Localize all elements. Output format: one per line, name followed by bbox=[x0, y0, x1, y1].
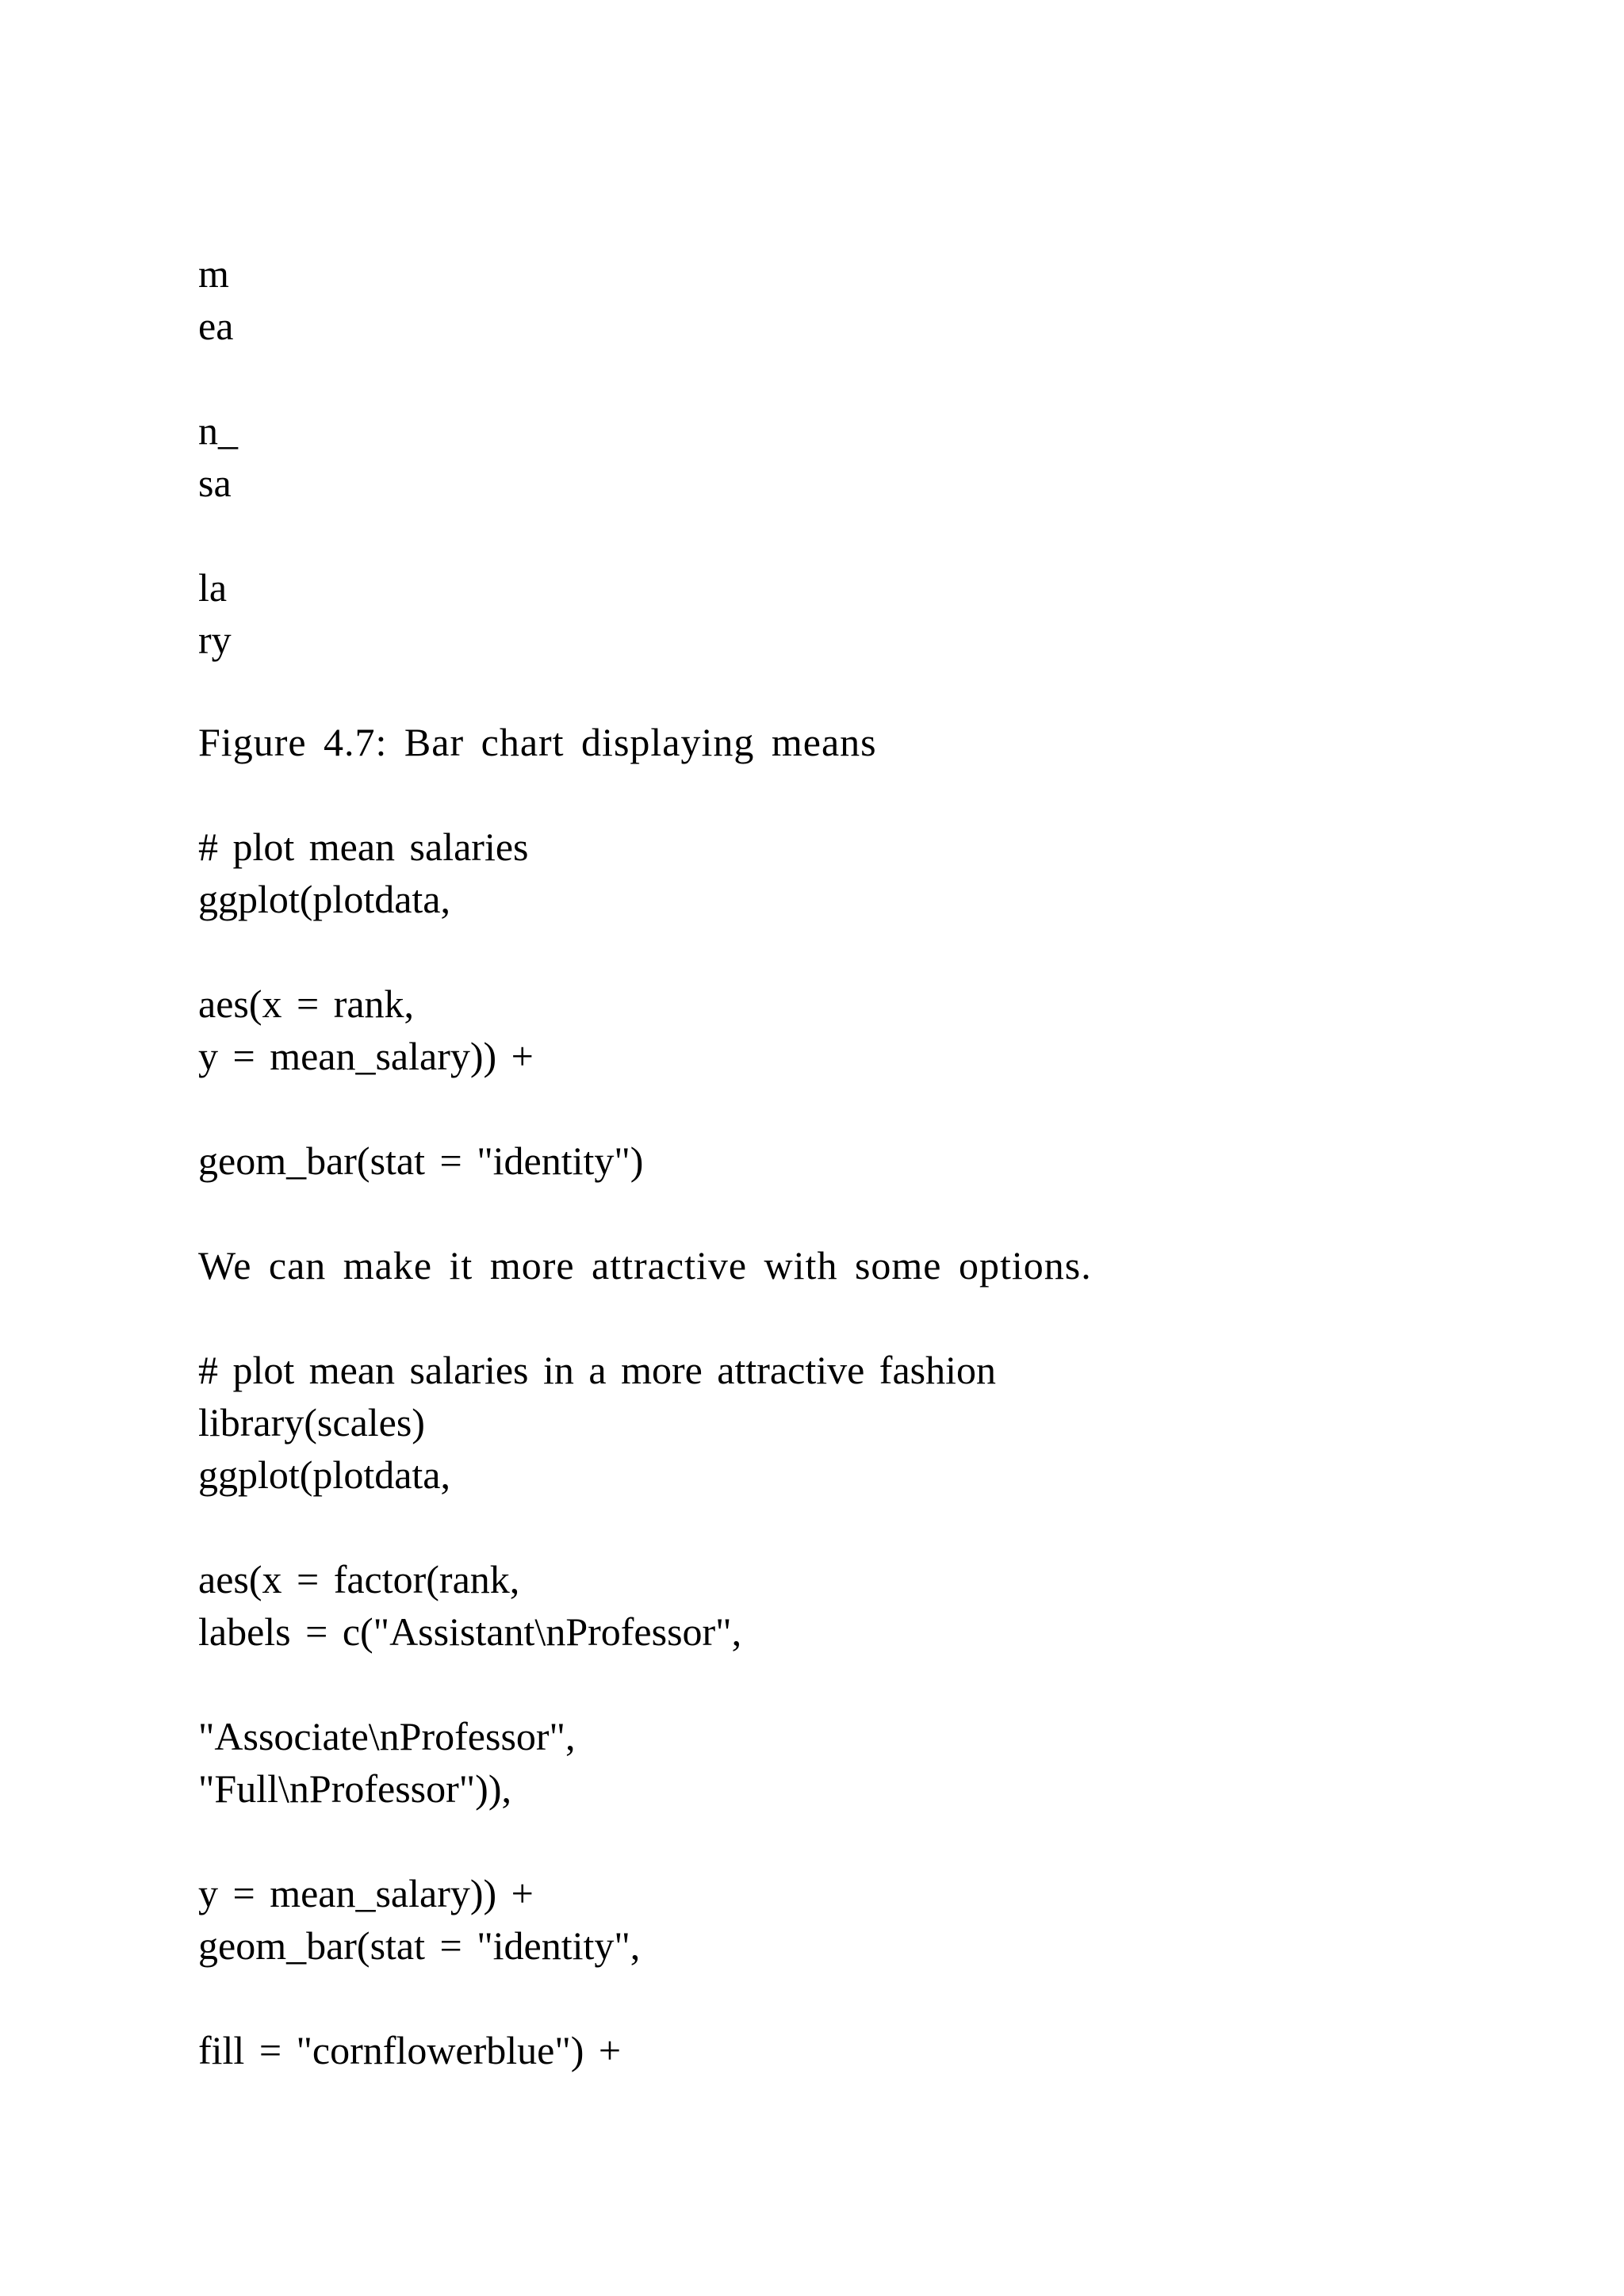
axis-label-fragment: ea bbox=[198, 304, 234, 348]
code-line: y = mean_salary)) + bbox=[198, 1871, 534, 1915]
code-line: aes(x = factor(rank, bbox=[198, 1557, 520, 1601]
code-line: aes(x = rank, bbox=[198, 982, 415, 1026]
code-line: y = mean_salary)) + bbox=[198, 1034, 534, 1078]
code-line: ggplot(plotdata, bbox=[198, 877, 450, 921]
code-line: fill = "cornflowerblue") + bbox=[198, 2028, 622, 2072]
code-line: geom_bar(stat = "identity", bbox=[198, 1923, 641, 1968]
code-line: "Associate\nProfessor", bbox=[198, 1714, 576, 1758]
code-line: geom_bar(stat = "identity") bbox=[198, 1138, 644, 1183]
code-line: labels = c("Assistant\nProfessor", bbox=[198, 1609, 742, 1654]
axis-label-fragment: la bbox=[198, 565, 228, 610]
code-line: # plot mean salaries in a more attractive fashion bbox=[198, 1348, 996, 1392]
code-line: library(scales) bbox=[198, 1400, 425, 1445]
code-line: "Full\nProfessor")), bbox=[198, 1766, 511, 1811]
code-line: ggplot(plotdata, bbox=[198, 1452, 450, 1497]
axis-label-fragment: n_ bbox=[198, 408, 238, 453]
axis-label-fragment: m bbox=[198, 251, 229, 296]
body-paragraph: We can make it more attractive with some options. bbox=[198, 1243, 1092, 1288]
axis-label-fragment: sa bbox=[198, 461, 232, 505]
axis-label-fragment: ry bbox=[198, 618, 232, 662]
figure-caption: Figure 4.7: Bar chart displaying means bbox=[198, 720, 877, 764]
code-line: # plot mean salaries bbox=[198, 825, 529, 869]
